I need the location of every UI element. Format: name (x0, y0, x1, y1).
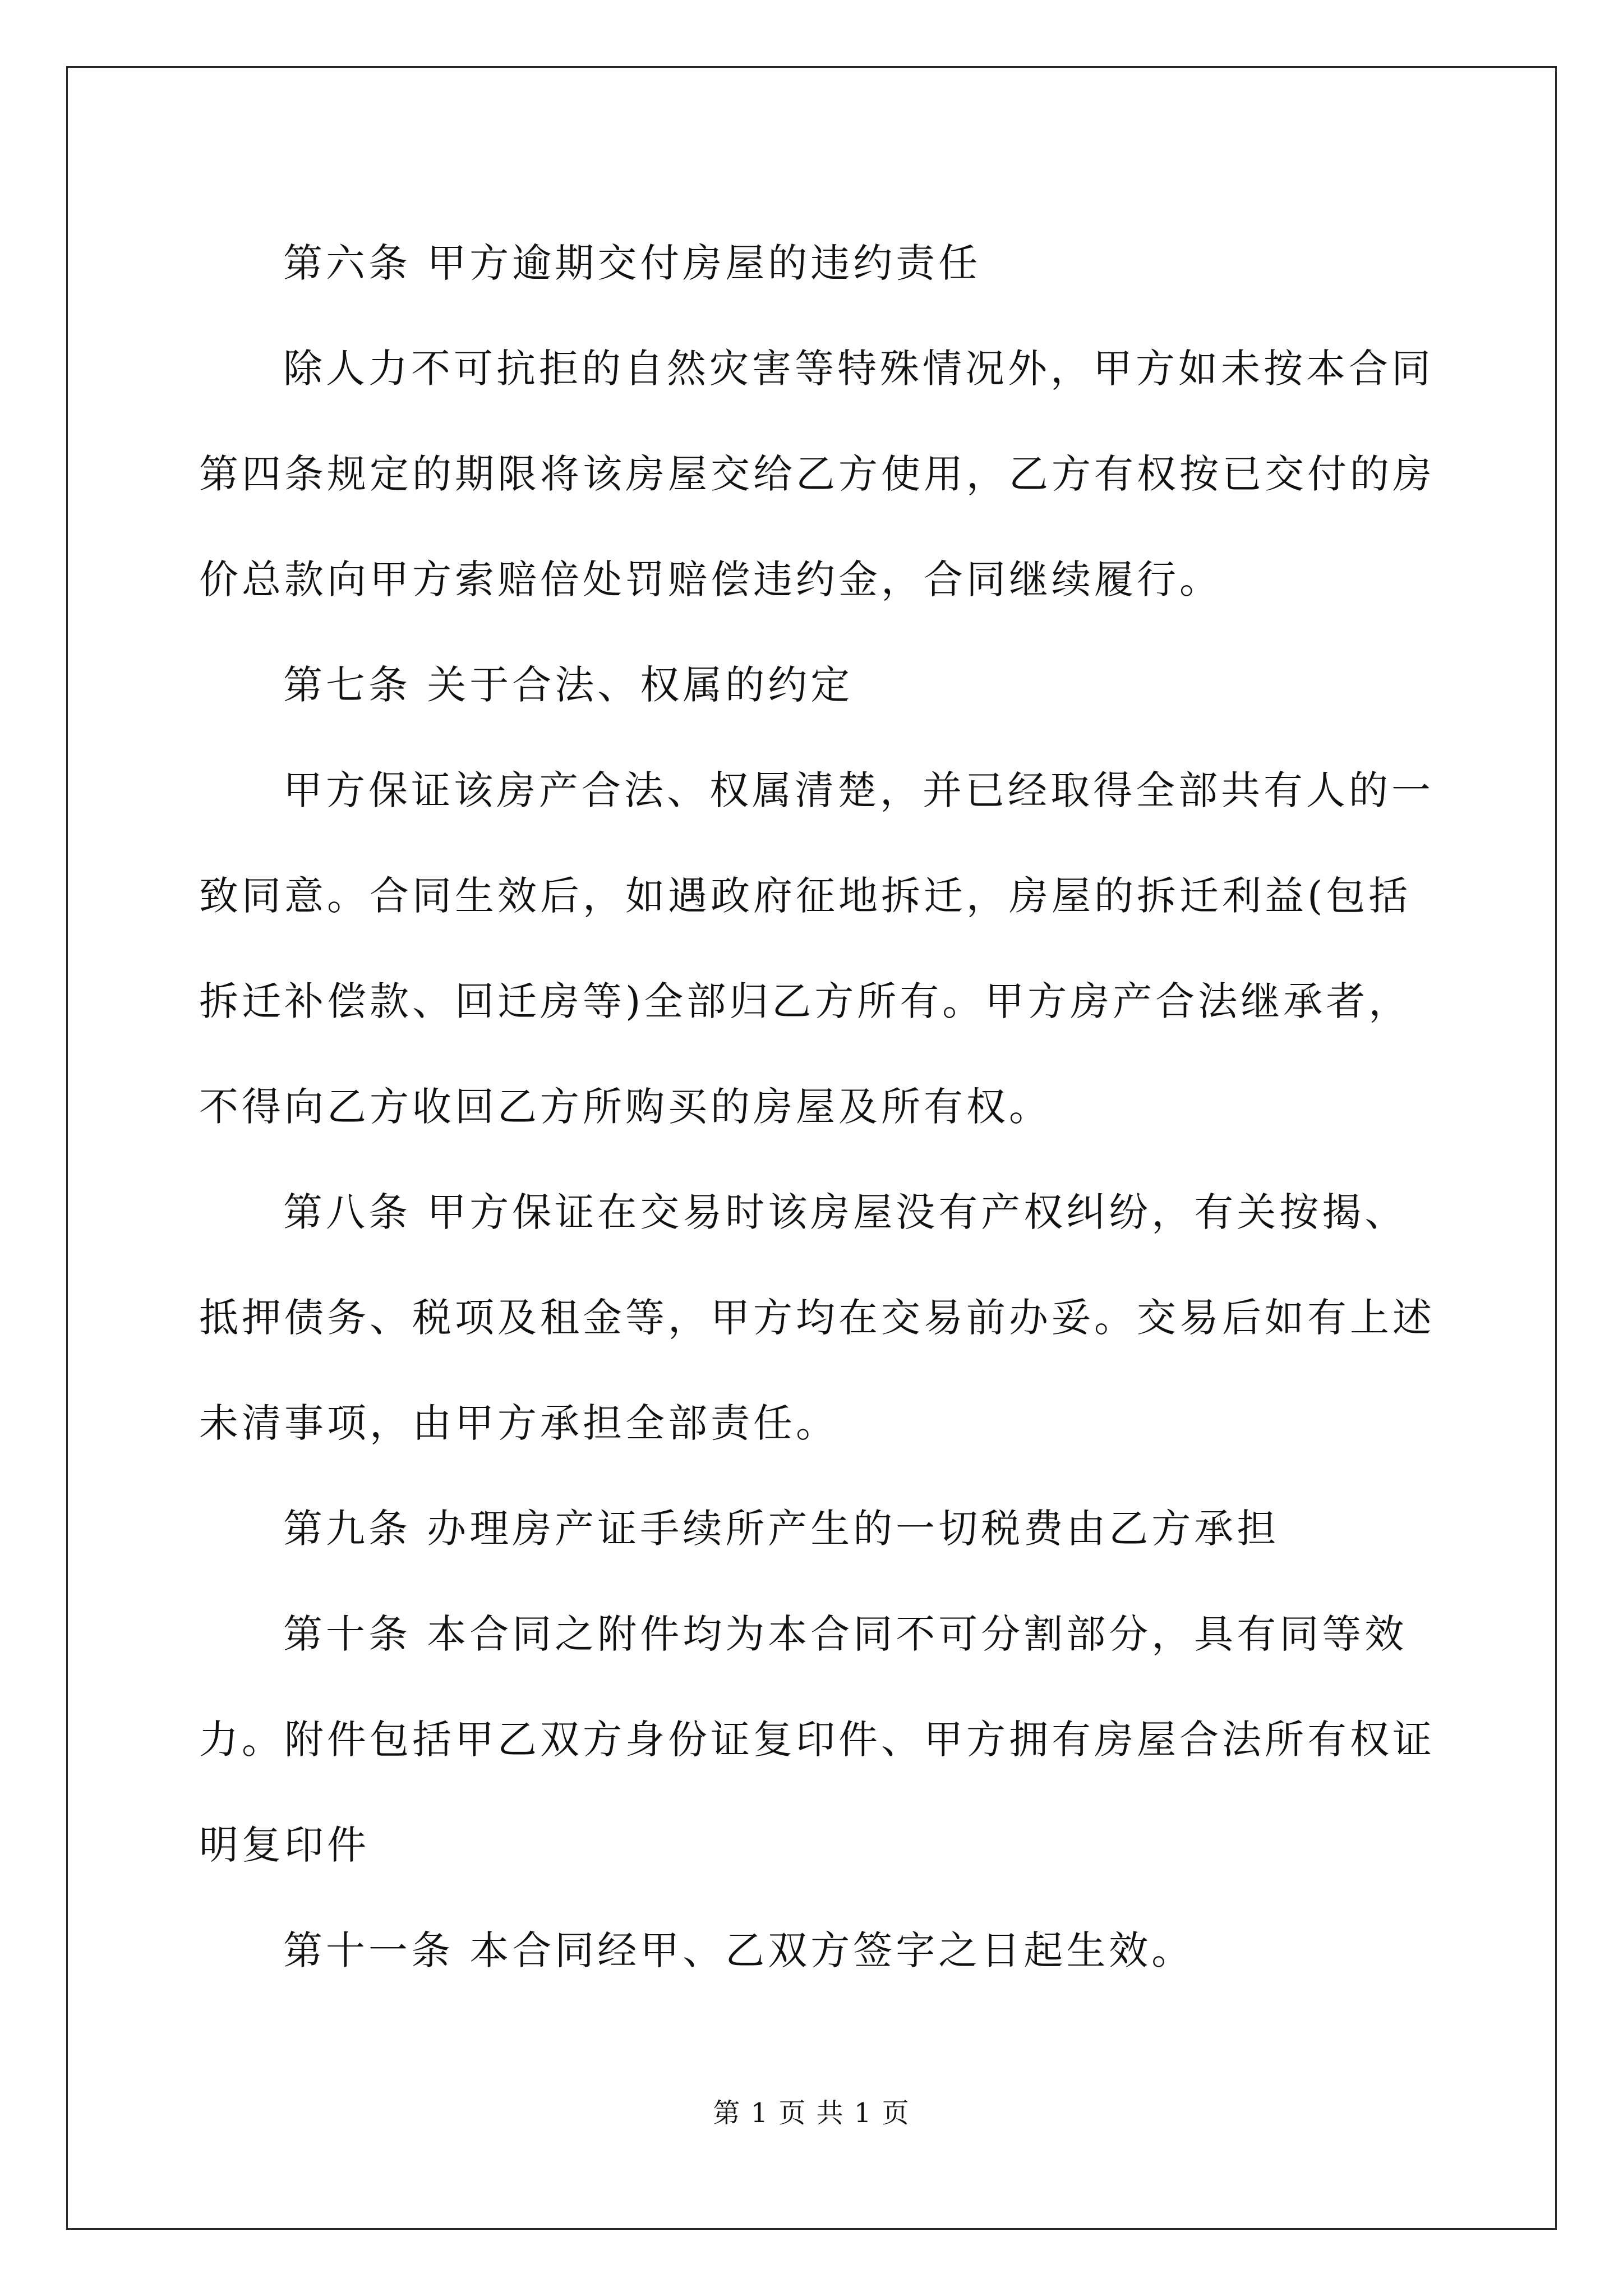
article-6-text: 除人力不可抗拒的自然灾害等特殊情况外，甲方如未按本合同第四条规定的期限将该房屋交给乙方使用，乙方有权按已交付的房价总款向甲方索赔倍处罚赔偿违约金，合同继续履行。 (199, 346, 1435, 602)
document-body (199, 210, 1438, 2003)
article-11-text: 第十一条 本合同经甲、乙双方签字之日起生效。 (283, 1927, 1195, 1973)
article-6-heading: 第六条 甲方逾期交付房屋的违约责任 (283, 240, 981, 286)
article-7-heading: 第七条 关于合法、权属的约定 (283, 662, 854, 708)
article-7-text: 甲方保证该房产合法、权属清楚，并已经取得全部共有人的一致同意。合同生效后，如遇政府征地拆迁，房屋的拆迁利益(包括拆迁补偿款、回迁房等)全部归乙方所有。甲方房产合法继承者，不得向乙方收回乙方所购买的房屋及所有权。 (199, 767, 1434, 1130)
article-8-text: 第八条 甲方保证在交易时该房屋没有产权纠纷，有关按揭、抵押债务、税项及租金等，甲方均在交易前办妥。交易后如有上述未清事项，由甲方承担全部责任。 (199, 1189, 1435, 1446)
article-9-text: 第九条 办理房产证手续所产生的一切税费由乙方承担 (283, 1506, 1280, 1552)
page-number-footer: 第 1 页 共 1 页 (713, 2097, 910, 2129)
article-10-text: 第十条 本合同之附件均为本合同不可分割部分，具有同等效力。附件包括甲乙双方身份证复印件、甲方拥有房屋合法所有权证明复印件 (199, 1611, 1435, 1868)
